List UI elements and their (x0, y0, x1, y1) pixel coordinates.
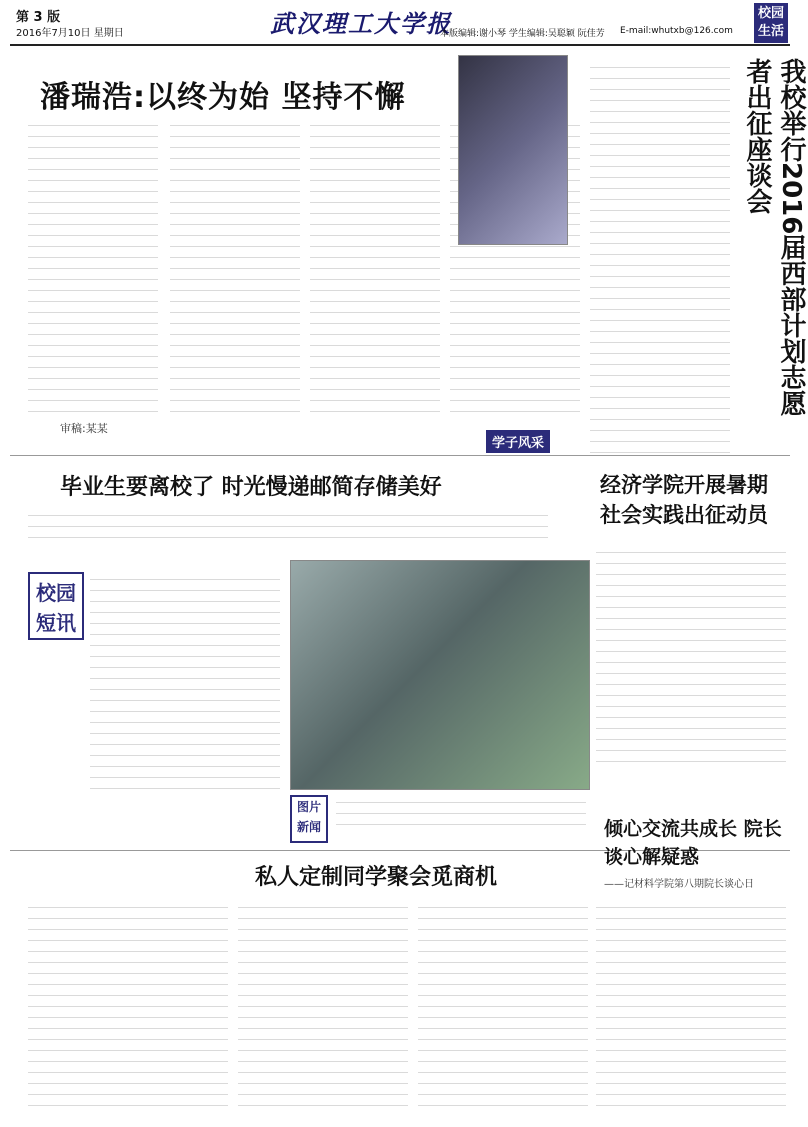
story5-headline: 私人定制同学聚会觅商机 (255, 865, 498, 890)
section-badge: 校园生活 (754, 3, 788, 43)
story1-headline: 潘瑞浩:以终为始 坚持不懈 (40, 80, 406, 115)
paper-name: 武汉理工大学报 (270, 9, 452, 38)
story1-byline: 审稿:某某 (60, 422, 108, 435)
issue-date: 2016年7月10日 星期日 (16, 28, 124, 39)
photo-news-caption (336, 795, 586, 835)
story6-subhead: ——记材料学院第八期院长谈心日 (604, 879, 754, 890)
story5-body-col1 (28, 900, 228, 1115)
contact-email: E-mail:whutxb@126.com (620, 26, 733, 36)
story3-body (28, 508, 548, 548)
story6-headline: 倾心交流共成长 院长谈心解疑惑 (604, 818, 782, 868)
story2-headline: 我校举行2016届西部计划志愿者出征座谈会 (742, 58, 806, 417)
masthead (0, 0, 800, 46)
photo-news-image (290, 560, 590, 790)
column-label: 学子风采 (486, 430, 550, 453)
masthead-rule (10, 44, 790, 46)
story5-body-col2 (238, 900, 408, 1115)
story1-body-col2 (170, 118, 300, 418)
story4-body (596, 545, 786, 765)
editors-line: 本版编辑:谢小琴 学生编辑:吴聪颖 阮佳芳 (440, 29, 605, 39)
story3-headline: 毕业生要离校了 时光慢递邮简存储美好 (60, 475, 442, 500)
photo-news-label: 图片新闻 (290, 795, 328, 843)
story4-headline: 经济学院开展暑期社会实践出征动员 (600, 473, 768, 527)
page-number: 第 3 版 (16, 10, 61, 25)
story1-body-col3 (310, 118, 440, 418)
story5-body-col3 (418, 900, 588, 1115)
story6-body (596, 900, 786, 1115)
news-brief-body (90, 572, 280, 792)
speaker-photo (458, 55, 568, 245)
story2-body (590, 60, 730, 460)
news-brief-label: 校园短讯 (28, 572, 84, 640)
story1-body-col1 (28, 118, 158, 418)
